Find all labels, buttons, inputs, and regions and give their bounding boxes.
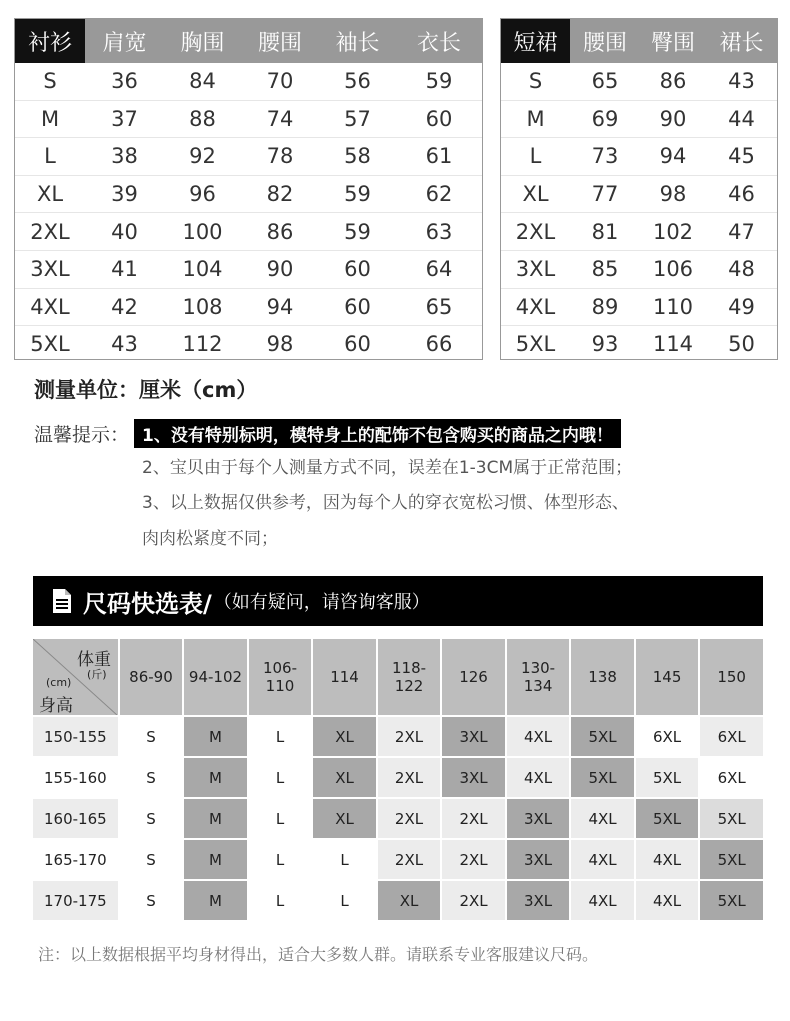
size-cell: L [249,840,312,879]
corner-cell [33,639,118,715]
value-cell: 61 [396,138,482,176]
value-cell: 45 [706,138,777,176]
size-cell: 2XL [378,758,441,797]
size-cell: L [501,138,570,176]
tip-line: 肉肉松紧度不同； [142,529,278,549]
value-cell: 102 [640,213,706,251]
size-cell: 6XL [636,717,699,756]
size-cell: 2XL [442,799,505,838]
size-cell: 4XL [507,717,570,756]
size-cell: 2XL [378,840,441,879]
size-cell: S [120,758,183,797]
value-cell: 112 [182,332,223,357]
value-cell: 110 [640,288,706,326]
height-cell: 155-160 [33,758,118,797]
size-cell: L [249,758,312,797]
shirt-size-table [14,18,483,360]
size-cell: M [184,758,247,797]
value-cell: 74 [241,100,319,138]
size-cell: 2XL [378,799,441,838]
table-row [15,100,482,138]
value-cell: 62 [396,175,482,213]
size-cell: XL [313,799,376,838]
size-cell: 5XL [571,758,634,797]
quick-select-table [31,637,765,922]
size-cell: 4XL [507,758,570,797]
size-cell: 5XL [700,881,763,920]
skirt-table-header [501,19,777,63]
size-cell: 4XL [15,288,85,326]
value-cell: 92 [164,138,241,176]
table-row [33,799,763,838]
size-cell: S [501,63,570,100]
quick-select-subtitle: （如有疑问，请咨询客服） [213,592,430,613]
size-cell: 2XL [442,840,505,879]
size-cell: XL [15,175,85,213]
size-cell: XL [313,717,376,756]
shirt-header-cell: 衬衫 [15,19,85,63]
shirt-header-cell: 肩宽 [85,19,164,63]
quick-select-banner [33,576,763,626]
value-cell: 46 [706,175,777,213]
value-cell: 114 [652,332,694,357]
size-cell: 3XL [507,840,570,879]
tips-highlight: 1、没有特别标明，模特身上的配饰不包含购买的商品之内哦！ [134,419,621,448]
size-cell: 2XL [15,213,85,251]
value-cell: 65 [396,288,482,326]
value-cell: 69 [570,100,640,138]
size-cell: S [120,840,183,879]
value-cell: 42 [85,288,164,326]
value-cell: 104 [164,250,241,288]
value-cell: 43 [111,332,138,357]
height-cell: 170-175 [33,881,118,920]
size-cell: 3XL [507,881,570,920]
weight-header-row [33,639,763,715]
table-row [15,250,482,288]
value-cell: 88 [164,100,241,138]
table-row [33,758,763,797]
size-cell: S [120,881,183,920]
value-cell: 41 [85,250,164,288]
size-cell: 2XL [442,881,505,920]
table-row [501,138,777,176]
size-cell: S [120,717,183,756]
footer-note: 注：以上数据根据平均身材得出，适合大多数人群。请联系专业客服建议尺码。 [38,945,599,964]
value-cell: 108 [164,288,241,326]
value-cell: 50 [728,332,755,357]
table-row [33,881,763,920]
value-cell: 81 [570,213,640,251]
value-cell: 82 [241,175,319,213]
value-cell: 37 [85,100,164,138]
value-cell: 93 [591,332,619,357]
size-cell: 5XL [571,717,634,756]
size-cell: 5XL [700,840,763,879]
table-row [33,840,763,879]
value-cell: 63 [396,213,482,251]
corner-height-unit: (cm) [46,676,72,689]
value-cell: 94 [640,138,706,176]
size-cell: 4XL [501,288,570,326]
value-cell: 60 [396,100,482,138]
table-row [15,63,482,100]
weight-header: 94-102 [184,639,247,715]
value-cell: 66 [425,332,453,357]
size-cell: 4XL [636,840,699,879]
table-row [33,717,763,756]
value-cell: 49 [706,288,777,326]
value-cell: 43 [706,63,777,100]
corner-weight-unit: (斤) [87,668,107,681]
value-cell: 100 [164,213,241,251]
value-cell: 56 [319,63,396,100]
corner-height: 身高 [39,696,73,715]
weight-header: 106-110 [249,639,312,715]
value-cell: 77 [570,175,640,213]
value-cell: 86 [640,63,706,100]
value-cell: 98 [266,332,294,357]
shirt-header-cell: 胸围 [164,19,241,63]
table-row [501,213,777,251]
size-cell: 6XL [700,758,763,797]
size-cell: 6XL [700,717,763,756]
value-cell: 86 [241,213,319,251]
value-cell: 90 [241,250,319,288]
size-cell: 2XL [378,717,441,756]
size-cell: 3XL [507,799,570,838]
size-cell: XL [313,758,376,797]
height-cell: 165-170 [33,840,118,879]
skirt-header-cell: 短裙 [501,19,570,63]
value-cell: 85 [570,250,640,288]
value-cell: 40 [85,213,164,251]
value-cell: 39 [85,175,164,213]
size-cell: XL [501,175,570,213]
size-cell: 3XL [442,717,505,756]
value-cell: 47 [706,213,777,251]
weight-header: 145 [636,639,699,715]
value-cell: 44 [706,100,777,138]
value-cell: 106 [640,250,706,288]
tips-label: 温馨提示： [34,424,130,446]
size-cell: 3XL [501,250,570,288]
size-cell: 5XL [636,799,699,838]
height-cell: 160-165 [33,799,118,838]
size-cell: 5XL [515,332,556,357]
size-cell: 4XL [571,799,634,838]
corner-weight: 体重 [77,650,111,670]
document-icon [51,588,73,614]
value-cell: 78 [241,138,319,176]
value-cell: 84 [164,63,241,100]
skirt-header-cell: 臀围 [640,19,706,63]
weight-header: 150 [700,639,763,715]
size-cell: L [313,840,376,879]
quick-select-title: 尺码快选表/ [83,589,212,618]
shirt-table-header [15,19,482,63]
shirt-header-cell: 袖长 [319,19,396,63]
table-row [15,138,482,176]
value-cell: 64 [396,250,482,288]
value-cell: 60 [319,288,396,326]
table-row [501,326,777,363]
size-cell: M [15,100,85,138]
size-cell: 3XL [442,758,505,797]
size-cell: L [313,881,376,920]
weight-header: 130-134 [507,639,570,715]
value-cell: 36 [85,63,164,100]
tip-line: 3、以上数据仅供参考，因为每个人的穿衣宽松习惯、体型形态、 [142,493,629,513]
skirt-header-cell: 裙长 [706,19,777,63]
weight-header: 86-90 [120,639,183,715]
size-cell: M [184,799,247,838]
size-cell: 5XL [636,758,699,797]
size-cell: 2XL [501,213,570,251]
size-cell: 5XL [30,332,70,357]
weight-header: 126 [442,639,505,715]
table-row [501,63,777,100]
value-cell: 57 [319,100,396,138]
tip-line: 2、宝贝由于每个人测量方式不同，误差在1-3CM属于正常范围； [142,458,633,478]
value-cell: 73 [570,138,640,176]
value-cell: 59 [396,63,482,100]
table-row [501,100,777,138]
skirt-size-table [500,18,778,360]
weight-header: 138 [571,639,634,715]
weight-header: 114 [313,639,376,715]
size-cell: M [184,717,247,756]
size-cell: 3XL [15,250,85,288]
value-cell: 94 [241,288,319,326]
value-cell: 58 [319,138,396,176]
table-row [501,250,777,288]
value-cell: 59 [319,175,396,213]
size-cell: L [249,717,312,756]
size-cell: 5XL [700,799,763,838]
size-cell: 4XL [636,881,699,920]
skirt-header-cell: 腰围 [570,19,640,63]
value-cell: 38 [85,138,164,176]
value-cell: 60 [344,332,371,357]
unit-note: 测量单位：厘米（cm） [34,378,258,402]
weight-header: 118-122 [378,639,441,715]
value-cell: 65 [570,63,640,100]
shirt-header-cell: 腰围 [241,19,319,63]
size-cell: XL [378,881,441,920]
value-cell: 59 [319,213,396,251]
value-cell: 48 [706,250,777,288]
size-cell: L [249,881,312,920]
table-row [15,213,482,251]
table-row [15,175,482,213]
size-cell: 4XL [571,840,634,879]
value-cell: 98 [640,175,706,213]
size-cell: 4XL [571,881,634,920]
size-cell: M [184,840,247,879]
value-cell: 96 [164,175,241,213]
height-cell: 150-155 [33,717,118,756]
table-row [501,288,777,326]
value-cell: 90 [640,100,706,138]
shirt-header-cell: 衣长 [396,19,482,63]
size-cell: L [249,799,312,838]
size-cell: L [15,138,85,176]
value-cell: 60 [319,250,396,288]
table-row [501,175,777,213]
size-cell: M [501,100,570,138]
table-row [15,326,482,363]
size-cell: S [120,799,183,838]
value-cell: 89 [570,288,640,326]
size-cell: M [184,881,247,920]
size-cell: S [15,63,85,100]
table-row [15,288,482,326]
value-cell: 70 [241,63,319,100]
